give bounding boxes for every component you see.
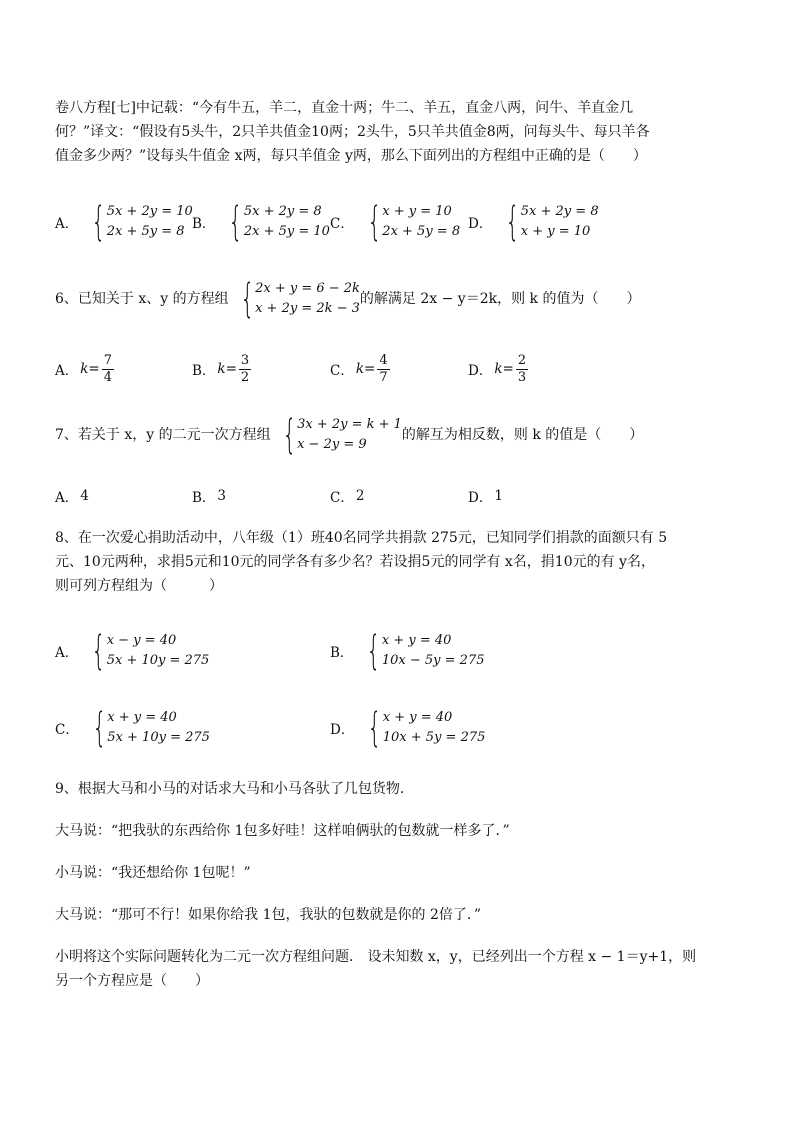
option-b[interactable]: B． { x + y = 40 10x − 5y = 275: [330, 628, 485, 674]
brace-icon: {: [92, 705, 107, 751]
brace-icon: {: [240, 276, 255, 322]
text-line: 元、10元两种，求捐5元和10元的同学各有多少名？若设捐5元的同学有 x名，捐10元的有 y名，: [55, 554, 655, 570]
text-line: 值金多少两？”设每头牛值金 x两，每只羊值金 y两，那么下面列出的方程组中正确的是（ ）: [55, 148, 647, 164]
question-7-text: 7、若关于 x，y 的二元一次方程组 { 3x + 2y = k + 1 x − 2y = 9 的解互为相反数，则 k 的值是（ ）: [55, 412, 644, 458]
question-5-text: [55, 96, 650, 168]
option-c[interactable]: C． { x + y = 40 5x + 10y = 275: [55, 705, 210, 751]
option-c[interactable]: C． k= $\frac{4}{7}$: [330, 352, 388, 385]
option-b[interactable]: B． 3: [192, 488, 227, 506]
brace-icon: {: [91, 199, 106, 245]
option-a[interactable]: A． { x − y = 40 5x + 10y = 275: [55, 628, 210, 674]
question-8-text: [55, 526, 667, 598]
brace-icon: {: [367, 705, 382, 751]
text-line: 则可列方程组为（ ）: [55, 578, 223, 594]
text-line: 卷八方程[七]中记载：“今有牛五，羊二，直金十两；牛二、羊五，直金八两，问牛、羊直金几: [55, 100, 634, 116]
brace-icon: {: [228, 199, 243, 245]
text-line: 小明将这个实际问题转化为二元一次方程组问题． 设未知数 x，y，已经列出一个方程 x − 1＝y+1，则: [55, 949, 697, 965]
option-d[interactable]: D． { 5x + 2y = 8 x + y = 10: [468, 199, 599, 245]
brace-icon: {: [282, 412, 297, 458]
question-9-title: 9、根据大马和小马的对话求大马和小马各驮了几包货物．: [55, 781, 414, 797]
text-line: 8、在一次爱心捐助活动中，八年级（1）班40名同学共捐款 275元，已知同学们捐款的面额只有 5: [55, 530, 668, 546]
option-a[interactable]: A． 4: [55, 488, 89, 506]
option-a[interactable]: A． { 5x + 2y = 10 2x + 5y = 8: [55, 199, 193, 245]
brace-icon: {: [367, 199, 382, 245]
option-b[interactable]: B． k= $\frac{3}{2}$: [192, 352, 250, 385]
option-c[interactable]: C． { x + y = 10 2x + 5y = 8: [330, 199, 461, 245]
question-9-text: [55, 945, 696, 993]
option-d[interactable]: D． 1: [468, 488, 503, 506]
dialog-big-horse-1: 大马说：“把我驮的东西给你 1包多好哇！这样咱俩驮的包数就一样多了．”: [55, 823, 510, 839]
text-line: 另一个方程应是（ ）: [55, 973, 209, 989]
dialog-small-horse: 小马说：“我还想给你 1包呢！”: [55, 865, 251, 881]
option-c[interactable]: C． 2: [330, 488, 365, 506]
question-6-text: 6、已知关于 x、y 的方程组 { 2x + y = 6 − 2k x + 2y = 2k − 3 的解满足 2x − y＝2k，则 k 的值为（ ）: [55, 276, 641, 322]
brace-icon: {: [505, 199, 520, 245]
text-line: 何？”译文：“假设有5头牛，2只羊共值金10两；2头牛，5只羊共值金8两，问每头牛、每只羊各: [55, 124, 650, 140]
dialog-big-horse-2: 大马说：“那可不行！如果你给我 1包，我驮的包数就是你的 2倍了．”: [55, 907, 482, 923]
option-a[interactable]: A． k= $\frac{7}{4}$: [55, 352, 113, 385]
brace-icon: {: [91, 628, 106, 674]
brace-icon: {: [366, 628, 381, 674]
option-d[interactable]: D． k= $\frac{2}{3}$: [468, 352, 527, 385]
option-b[interactable]: B． { 5x + 2y = 8 2x + 5y = 10: [192, 199, 330, 245]
option-d[interactable]: D． { x + y = 40 10x + 5y = 275: [330, 705, 486, 751]
